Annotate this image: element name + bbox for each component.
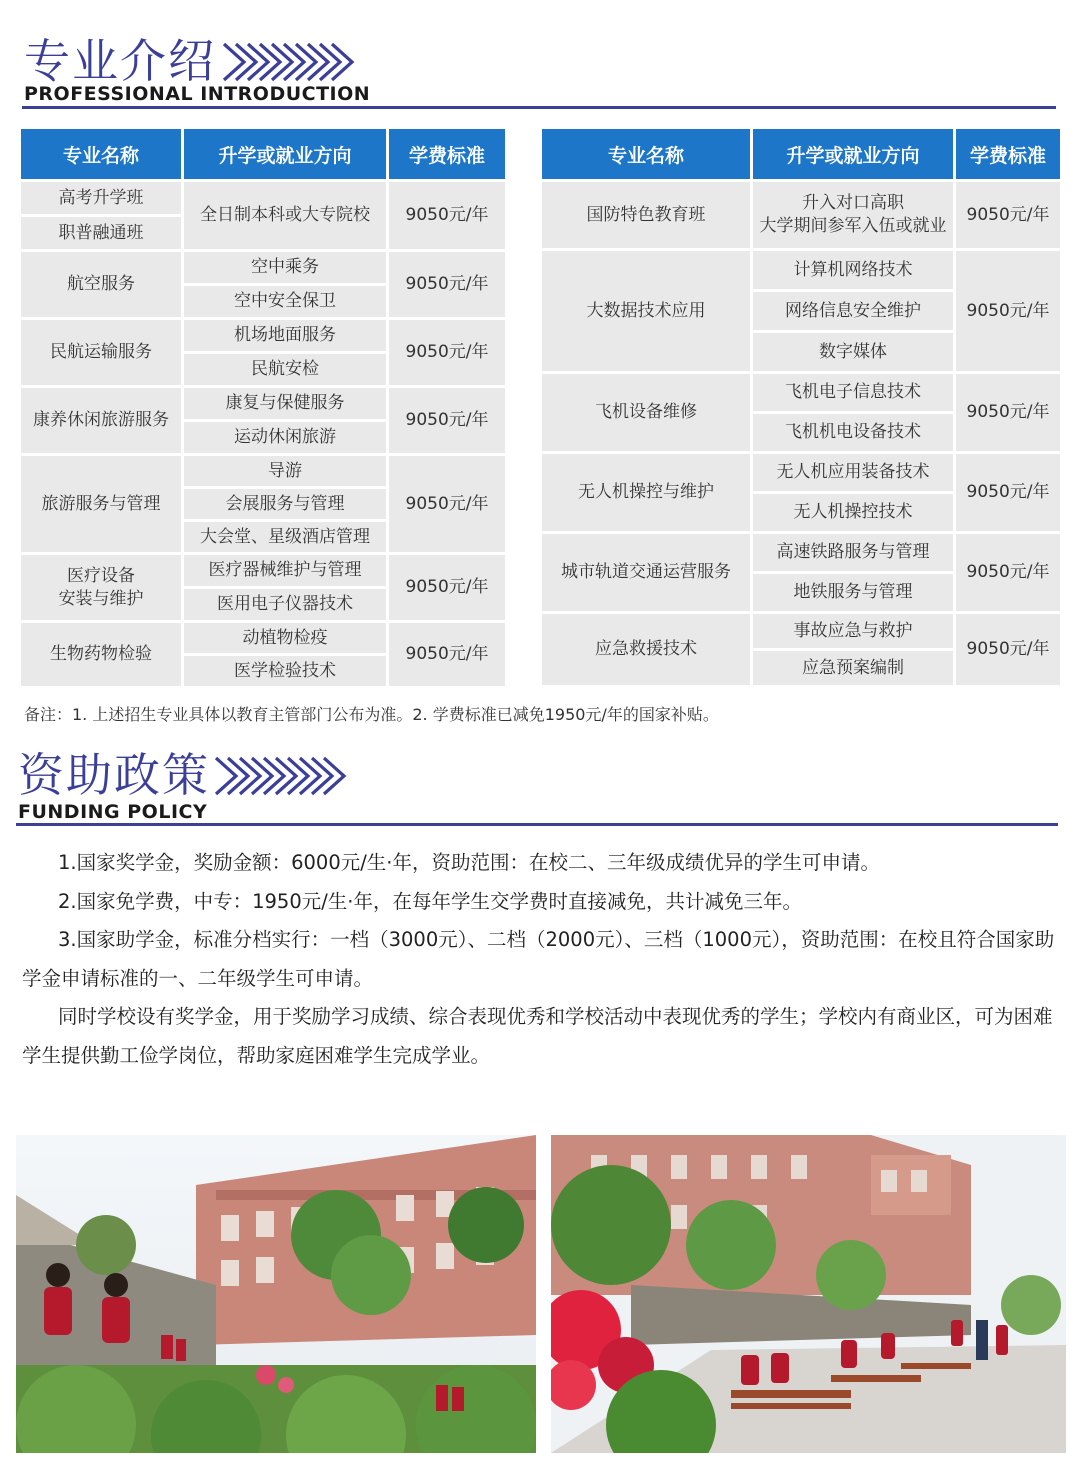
direction-cell: 事故应急与救护 bbox=[753, 614, 953, 648]
direction-cell: 导游 bbox=[184, 456, 386, 486]
fee-cell: 9050元/年 bbox=[956, 251, 1060, 371]
direction-cell: 网络信息安全维护 bbox=[753, 292, 953, 330]
direction-cell: 机场地面服务 bbox=[184, 320, 386, 351]
direction-cell: 应急预案编制 bbox=[753, 651, 953, 685]
fee-cell: 9050元/年 bbox=[956, 614, 1060, 685]
header-major: 专业名称 bbox=[21, 129, 181, 179]
major-cell: 无人机操控与维护 bbox=[542, 454, 750, 531]
major-cell: 民航运输服务 bbox=[21, 320, 181, 385]
major-cell: 康养休闲旅游服务 bbox=[21, 388, 181, 453]
direction-cell: 会展服务与管理 bbox=[184, 489, 386, 519]
major-cell: 应急救援技术 bbox=[542, 614, 750, 685]
chevrons-right-icon bbox=[222, 40, 360, 84]
funding-title: 资助政策 bbox=[18, 748, 210, 802]
funding-policy-text bbox=[22, 844, 1066, 1075]
policy-paragraph: 同时学校设有奖学金，用于奖励学习成绩、综合表现优秀和学校活动中表现优秀的学生；学校内有商业区，可为困难学生提供勤工俭学岗位，帮助家庭困难学生完成学业。 bbox=[22, 1005, 1053, 1067]
direction-cell-line: 大学期间参军入伍或就业 bbox=[759, 216, 947, 236]
direction-cell: 全日制本科或大专院校 bbox=[184, 182, 386, 249]
direction-cell-line: 升入对口高职 bbox=[802, 193, 904, 214]
major-cell: 国防特色教育班 bbox=[542, 182, 750, 248]
policy-paragraph: 1.国家奖学金，奖励金额：6000元/生·年，资助范围：在校二、三年级成绩优异的学生可申请。 bbox=[58, 851, 880, 874]
major-cell-line: 医疗设备 bbox=[67, 565, 135, 586]
direction-cell: 飞机电子信息技术 bbox=[753, 374, 953, 411]
campus-photo-left bbox=[16, 1135, 536, 1453]
direction-cell: 医用电子仪器技术 bbox=[184, 589, 386, 620]
intro-title: 专业介绍 bbox=[24, 34, 216, 88]
fee-cell: 9050元/年 bbox=[389, 252, 505, 317]
major-cell: 大数据技术应用 bbox=[542, 251, 750, 371]
direction-cell: 医学检验技术 bbox=[184, 656, 386, 686]
direction-cell: 民航安检 bbox=[184, 354, 386, 385]
majors-table-left bbox=[18, 126, 508, 689]
table-footnote: 备注：1. 上述招生专业具体以教育主管部门公布为准。2. 学费标准已减免1950元/年的国家补贴。 bbox=[24, 705, 719, 724]
direction-cell bbox=[753, 182, 953, 248]
direction-cell: 医疗器械维护与管理 bbox=[184, 555, 386, 586]
direction-cell: 数字媒体 bbox=[753, 333, 953, 371]
chevrons-right-icon bbox=[214, 754, 352, 798]
campus-photo-right bbox=[551, 1135, 1066, 1453]
header-fee: 学费标准 bbox=[956, 129, 1060, 179]
intro-subtitle: PROFESSIONAL INTRODUCTION bbox=[24, 83, 371, 105]
intro-divider bbox=[22, 106, 1056, 109]
direction-cell: 大会堂、星级酒店管理 bbox=[184, 522, 386, 552]
fee-cell: 9050元/年 bbox=[389, 388, 505, 453]
funding-subtitle: FUNDING POLICY bbox=[18, 801, 208, 823]
direction-cell: 飞机机电设备技术 bbox=[753, 414, 953, 451]
funding-divider bbox=[16, 823, 1058, 826]
major-cell: 高考升学班 bbox=[21, 182, 181, 214]
major-cell-line: 安装与维护 bbox=[58, 588, 144, 609]
direction-cell: 地铁服务与管理 bbox=[753, 574, 953, 611]
fee-cell: 9050元/年 bbox=[956, 534, 1060, 611]
major-cell: 城市轨道交通运营服务 bbox=[542, 534, 750, 611]
major-cell: 飞机设备维修 bbox=[542, 374, 750, 451]
fee-cell: 9050元/年 bbox=[389, 623, 505, 686]
direction-cell: 康复与保健服务 bbox=[184, 388, 386, 419]
fee-cell: 9050元/年 bbox=[956, 374, 1060, 451]
header-direction: 升学或就业方向 bbox=[753, 129, 953, 179]
direction-cell: 高速铁路服务与管理 bbox=[753, 534, 953, 571]
header-direction: 升学或就业方向 bbox=[184, 129, 386, 179]
fee-cell: 9050元/年 bbox=[389, 182, 505, 249]
major-cell: 航空服务 bbox=[21, 252, 181, 317]
major-cell: 职普融通班 bbox=[21, 217, 181, 249]
fee-cell: 9050元/年 bbox=[389, 555, 505, 620]
major-cell: 旅游服务与管理 bbox=[21, 456, 181, 552]
direction-cell: 计算机网络技术 bbox=[753, 251, 953, 289]
header-major: 专业名称 bbox=[542, 129, 750, 179]
direction-cell: 运动休闲旅游 bbox=[184, 422, 386, 453]
major-cell: 生物药物检验 bbox=[21, 623, 181, 686]
policy-paragraph: 3.国家助学金，标准分档实行：一档（3000元）、二档（2000元）、三档（1000元），资助范围：在校且符合国家助学金申请标准的一、二年级学生可申请。 bbox=[22, 928, 1055, 990]
direction-cell: 空中乘务 bbox=[184, 252, 386, 283]
direction-cell: 空中安全保卫 bbox=[184, 286, 386, 317]
policy-paragraph: 2.国家免学费，中专：1950元/生·年，在每年学生交学费时直接减免，共计减免三年。 bbox=[58, 889, 802, 913]
fee-cell: 9050元/年 bbox=[956, 454, 1060, 531]
direction-cell: 无人机应用装备技术 bbox=[753, 454, 953, 491]
major-cell bbox=[21, 555, 181, 620]
direction-cell: 动植物检疫 bbox=[184, 623, 386, 653]
fee-cell: 9050元/年 bbox=[389, 456, 505, 552]
fee-cell: 9050元/年 bbox=[389, 320, 505, 385]
majors-table-right bbox=[539, 126, 1063, 688]
direction-cell: 无人机操控技术 bbox=[753, 494, 953, 531]
header-fee: 学费标准 bbox=[389, 129, 505, 179]
fee-cell: 9050元/年 bbox=[956, 182, 1060, 248]
